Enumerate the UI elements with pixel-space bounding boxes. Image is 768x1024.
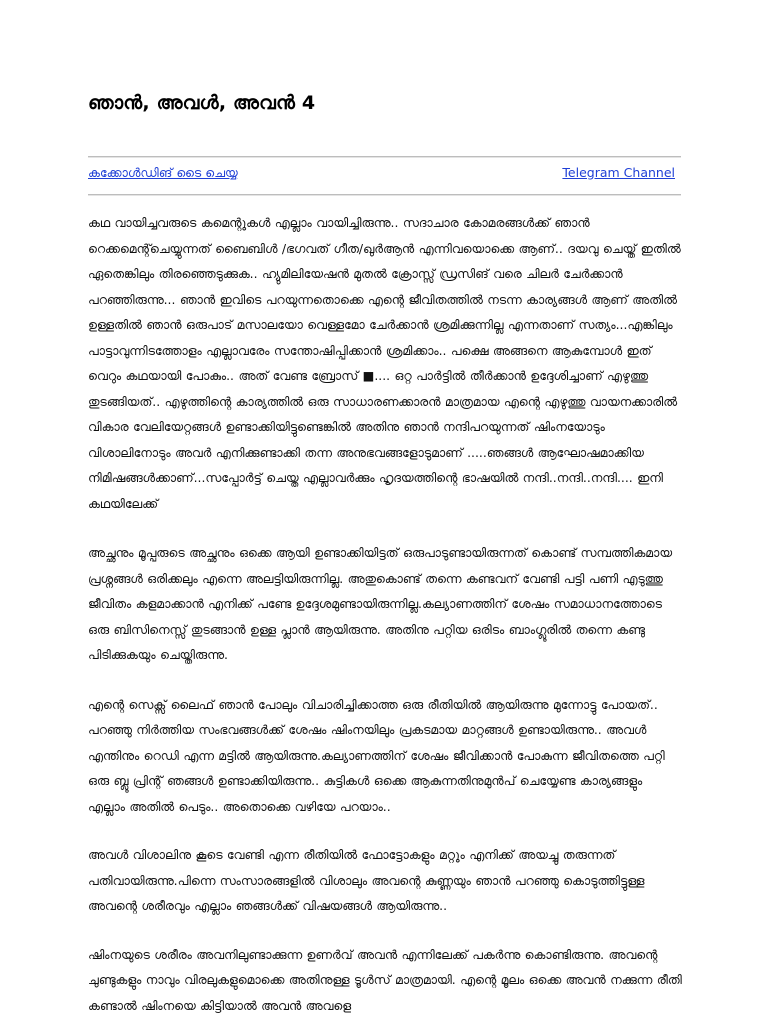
- telegram-channel-link[interactable]: Telegram Channel: [562, 165, 675, 180]
- page-title: ഞാൻ, അവൾ, അവൻ 4: [88, 92, 316, 114]
- divider-top: [88, 156, 681, 158]
- cuckold-link[interactable]: കക്കോൾഡിങ് ടൈ ചെയ്യ: [88, 165, 238, 180]
- paragraph: അവൾ വിശാലിനു കൂടെ വേണ്ടി എന്ന രീതിയിൽ ഫോട്ടോകളും മറ്റും എനിക്ക് അയച്ചു തരുന്നത് പതിവായിരുന്നു.പിന്നെ സംസാരങ്ങളിൽ വിശാലും അവന്റെ കുണ്ണയും ഞാൻ പറഞ്ഞു കൊടുത്തിട്ടുള്ള അവന്റെ ശരീരവും എല്ലാം ഞങ്ങൾക്ക് വിഷയങ്ങൾ ആയിരുന്നു..: [88, 847, 645, 913]
- paragraph: ഷിംനയുടെ ശരീരം അവനിലുണ്ടാക്കുന്ന ഉണർവ് അവൻ എന്നിലേക്ക് പകർന്നു കൊണ്ടിരുന്നു. അവന്റെ ചുണ്ടുകളും നാവും വിരലുകളുമൊക്കെ അതിനുള്ള ടൂൾസ് മാത്രമായി. എന്റെ മൂലം ഒക്കെ അവൻ നക്കുന്ന രീതി കണ്ടാൽ ഷിംനയെ കിട്ടിയാൽ അവൻ അവളെ: [88, 946, 682, 1013]
- paragraph: എന്റെ സെക്സ് ലൈഫ് ഞാൻ പോലും വിചാരിച്ചിക്കാത്ത ഒരു രീതിയിൽ ആയിരുന്നു മുന്നോട്ടു പോയത്.. പറഞ്ഞു നിർത്തിയ സംഭവങ്ങൾക്ക് ശേഷം ഷിംനയിലും പ്രകടമായ മാറ്റങ്ങൾ ഉണ്ടായിരുന്നു.. അവൾ എന്തിനും റെഡി എന്ന മട്ടിൽ ആയിരുന്നു.കല്യാണത്തിന് ശേഷം ജീവിക്കാൻ പോകുന്ന ജീവിതത്തെ പറ്റി ഒരു ബ്ലൂ പ്രിന്റ് ഞങ്ങൾ ഉണ്ടാക്കിയിരുന്നു.. കുട്ടികൾ ഒക്കെ ആകുന്നതിനുമുൻപ് ചെയ്യേണ്ട കാര്യങ്ങളും എല്ലാം അതിൽ പെടും.. അതൊക്കെ വഴിയേ പറയാം..: [88, 696, 665, 814]
- paragraph: കഥ വായിച്ചവരുടെ കമെന്റുകൾ എല്ലാം വായിച്ചിരുന്നു.. സദാചാര കോമരങ്ങൾക്ക് ഞാൻ റെക്കമെന്റ്ചെയ്യുന്നത് ബൈബിൾ /ഭഗവത് ഗീത/ഖുർആൻ എന്നിവയൊക്കെ ആണ്.. ദയവു ചെയ്ത് ഇതിൽ ഏതെങ്കിലും തിരഞ്ഞെടുക്കുക.. ഹ്യുമിലിയേഷൻ മുതൽ ക്രോസ്സ് ഡ്രസിങ് വരെ ചിലർ ചേർക്കാൻ പറഞ്ഞിരുന്നു... ഞാൻ ഇവിടെ പറയുന്നതൊക്കെ എന്റെ ജീവിതത്തിൽ നടന്ന കാര്യങ്ങൾ ആണ് അതിൽ ഉള്ളതിൽ ഞാൻ ഒരുപാട് മസാലയോ വെള്ളമോ ചേർക്കാൻ ശ്രമിക്കുന്നില്ല എന്നതാണ് സത്യം...എങ്കിലും പാട്ടാവുന്നിടത്തോളം എല്ലാവരേം സന്തോഷിപ്പിക്കാൻ ശ്രമിക്കാം.. പക്ഷെ അങ്ങനെ ആകുമ്പോൾ ഇത് വെറും കഥയായി പോകും.. അത് വേണ്ട ബ്രോസ് ■.... ഒറ്റ പാർട്ടിൽ തീർക്കാൻ ഉദ്ദേശിച്ചാണ് എഴുത്തു തുടങ്ങിയത്.. എഴുത്തിന്റെ കാര്യത്തിൽ ഒരു സാധാരണക്കാരൻ മാത്രമായ എന്റെ എഴുത്തു വായനക്കാരിൽ വികാര വേലിയേറ്റങ്ങൾ ഉണ്ടാക്കിയിട്ടുണ്ടെങ്കിൽ അതിനു ഞാൻ നന്ദിപറയുന്നത് ഷിംനയോടും വിശാലിനോടും അവർ എനിക്കുണ്ടാക്കി തന്ന അനുഭവങ്ങളോടുമാണ് .....ഞങ്ങൾ ആഘോഷമാക്കിയ നിമിഷങ്ങൾക്കാണ്...സപ്പോർട്ട് ചെയ്ത എല്ലാവർക്കും ഹൃദയത്തിന്റെ ഭാഷയിൽ നന്ദി..നന്ദി..നന്ദി.... ഇനി കഥയിലേക്ക്: [88, 215, 681, 511]
- story-body: [88, 210, 682, 1024]
- divider-bottom: [88, 194, 681, 196]
- links-bar: [88, 165, 681, 185]
- paragraph: അച്ഛനും മൂപ്പരുടെ അച്ഛനും ഒക്കെ ആയി ഉണ്ടാക്കിയിട്ടത് ഒരുപാടുണ്ടായിരുന്നത് കൊണ്ട് സമ്പത്തികമായ പ്രശ്നങ്ങൾ ഒരിക്കലും എന്നെ അലട്ടിയിരുന്നില്ല. അതുകൊണ്ട് തന്നെ കണ്ടവന് വേണ്ടി പട്ടി പണി എടുത്തു ജീവിതം കളമാക്കാൻ എനിക്ക് പണ്ടേ ഉദ്ദേശമുണ്ടായിരുന്നില്ല.കല്യാണത്തിന് ശേഷം സമാധാനത്തോടെ ഒരു ബിസിനെസ്സ് തുടങ്ങാൻ ഉള്ള പ്ലാൻ ആയിരുന്നു. അതിനു പറ്റിയ ഒരിടം ബാംഗ്ലൂരിൽ തന്നെ കണ്ടു പിടിക്കുകയും ചെയ്തിരുന്നു.: [88, 545, 672, 662]
